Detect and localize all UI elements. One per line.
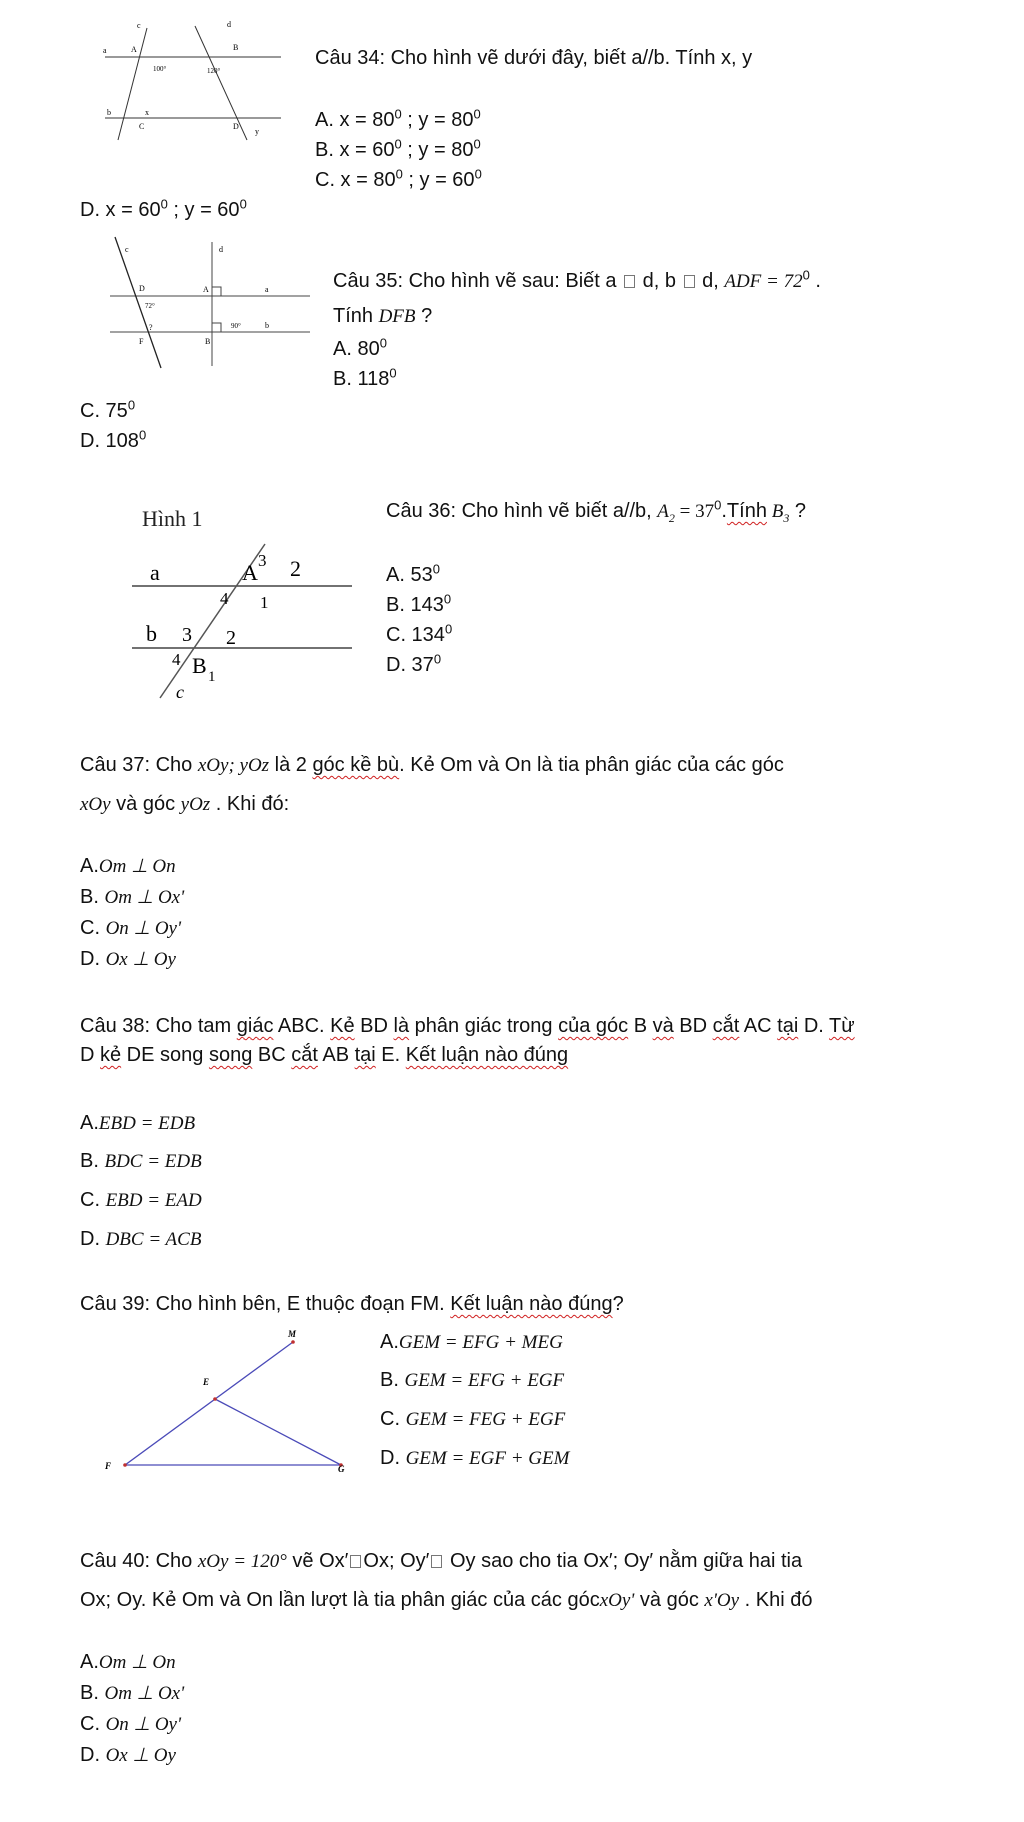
q35-fig-label-b: b xyxy=(265,321,269,330)
q35-figure xyxy=(95,232,315,372)
missing-glyph-icon xyxy=(350,1555,361,1568)
q35-fig-label-c: c xyxy=(125,245,129,254)
q36-question: Câu 36: Cho hình vẽ biết a//b, $A_2$ = $37^0.Tính$ $B_3$ ? xyxy=(386,497,806,525)
q36-option-d[interactable]: D. $37^0$ xyxy=(386,651,442,676)
q34-fig-label-y: y xyxy=(255,127,259,136)
q35-fig-label-q: ? xyxy=(149,323,153,332)
q35-fig-label-D: D xyxy=(139,284,145,293)
q40-question: Câu 40: Cho xOy = 120° vẽ Ox′ Ox; Oy′ Oy sao cho tia Ox′; Oy′ nằm giữa hai tia xyxy=(80,1550,803,1572)
missing-glyph-icon xyxy=(684,275,695,288)
q36-fig-label-1: 1 xyxy=(260,593,269,612)
q35-fig-label-F: F xyxy=(139,337,144,346)
q35-option-c[interactable]: C. $75^0$ xyxy=(80,397,136,422)
q36-fig-title: Hình 1 xyxy=(142,506,203,531)
q34-fig-label-A: A xyxy=(131,45,137,54)
q35-option-d[interactable]: D. $108^0$ xyxy=(80,427,147,452)
missing-glyph-icon xyxy=(624,275,635,288)
q37-option-a[interactable]: A.Om ⊥ On xyxy=(80,855,176,877)
q34-fig-label-D: D xyxy=(233,122,239,131)
q37-option-b[interactable]: B. Om ⊥ Ox' xyxy=(80,886,185,908)
q39-fig-label-F: F xyxy=(105,1461,112,1471)
q35-question: Câu 35: Cho hình vẽ sau: Biết a d, b d, ADF = $72^0$ . xyxy=(333,267,821,292)
q36-fig-label-3: 3 xyxy=(258,551,267,570)
q35-fig-angle-90: 90° xyxy=(231,322,241,330)
q35-option-b[interactable]: B. $118^0$ xyxy=(333,365,397,390)
q37-option-d[interactable]: D. Ox ⊥ Oy xyxy=(80,948,176,970)
q34-fig-label-b: b xyxy=(107,108,111,117)
q34-fig-label-C: C xyxy=(139,122,145,131)
q37-option-c[interactable]: C. On ⊥ Oy' xyxy=(80,917,182,939)
q40-option-b[interactable]: B. Om ⊥ Ox' xyxy=(80,1682,185,1704)
q34-fig-angle-120: 120° xyxy=(207,67,221,75)
q34-fig-angle-100: 100° xyxy=(153,65,167,73)
missing-glyph-icon xyxy=(431,1555,442,1568)
q39-question: Câu 39: Cho hình bên, E thuộc đoạn FM. Kết luận nào đúng? xyxy=(80,1293,624,1315)
q36-fig-label-B: B xyxy=(192,653,207,678)
q38-question: Câu 38: Cho tam giác ABC. Kẻ BD là phân giác trong của góc B và BD cắt AC tại D. Từ xyxy=(80,1015,855,1037)
q40-question-line2: Ox; Oy. Kẻ Om và On lần lượt là tia phân giác của các gócxOy' và góc x'Oy . Khi đó xyxy=(80,1589,813,1611)
q35-fig-label-a: a xyxy=(265,285,269,294)
q35-fig-label-B: B xyxy=(205,337,211,346)
q38-option-d[interactable]: D. DBC = ACB xyxy=(80,1228,202,1250)
q34-option-c[interactable]: C. $x = 80^0$ ; $y = 60^0$ xyxy=(315,166,482,191)
q36-fig-label-b3: 3 xyxy=(182,624,192,646)
q36-fig-label-2: 2 xyxy=(290,556,301,581)
q40-option-c[interactable]: C. On ⊥ Oy' xyxy=(80,1713,182,1735)
q36-fig-label-b: b xyxy=(146,621,157,646)
q34-fig-label-B: B xyxy=(233,43,239,52)
q36-fig-label-b2: 2 xyxy=(226,627,236,649)
q39-figure xyxy=(95,1325,355,1475)
q35-option-a[interactable]: A. $80^0$ xyxy=(333,335,387,360)
q34-question: Câu 34: Cho hình vẽ dưới đây, biết a//b. Tính x, y xyxy=(315,47,753,69)
q40-option-d[interactable]: D. Ox ⊥ Oy xyxy=(80,1744,176,1766)
q36-fig-label-b4: 4 xyxy=(172,650,181,669)
q34-option-b[interactable]: B. $x = 60^0$ ; $y = 80^0$ xyxy=(315,136,481,161)
q36-option-c[interactable]: C. $134^0$ xyxy=(386,621,453,646)
q34-option-d[interactable]: D. $x = 60^0$ ; $y = 60^0$ xyxy=(80,196,247,221)
q36-option-a[interactable]: A. $53^0$ xyxy=(386,561,440,586)
q36-fig-label-b1: 1 xyxy=(208,669,216,685)
q39-option-c[interactable]: C. GEM = FEG + EGF xyxy=(380,1408,566,1430)
q36-fig-label-A: A xyxy=(242,560,258,585)
q39-fig-label-M: M xyxy=(288,1329,297,1339)
q38-option-b[interactable]: B. BDC = EDB xyxy=(80,1150,202,1172)
q34-fig-label-a: a xyxy=(103,46,107,55)
q34-figure xyxy=(85,18,285,143)
q39-fig-label-E: E xyxy=(203,1377,210,1387)
q36-option-b[interactable]: B. $143^0$ xyxy=(386,591,452,616)
q34-option-a[interactable]: A. $x = 80^0$ ; $y = 80^0$ xyxy=(315,106,481,131)
q39-option-d[interactable]: D. GEM = EGF + GEM xyxy=(380,1447,570,1469)
q37-question-line2: xOy và góc yOz . Khi đó: xyxy=(80,793,290,815)
q34-fig-label-c: c xyxy=(137,21,141,30)
q36-figure xyxy=(120,498,360,708)
q35-fig-label-d: d xyxy=(219,245,223,254)
q39-option-b[interactable]: B. GEM = EFG + EGF xyxy=(380,1369,565,1391)
q36-fig-label-4: 4 xyxy=(220,589,229,608)
q34-fig-label-d: d xyxy=(227,20,231,29)
q40-option-a[interactable]: A.Om ⊥ On xyxy=(80,1651,176,1673)
q39-option-a[interactable]: A.GEM = EFG + MEG xyxy=(380,1331,563,1353)
q35-fig-label-A: A xyxy=(203,285,209,294)
q38-option-a[interactable]: A.EBD = EDB xyxy=(80,1112,196,1134)
q39-fig-label-G: G xyxy=(338,1464,345,1474)
q37-question: Câu 37: Cho xOy; yOz là 2 góc kề bù. Kẻ Om và On là tia phân giác của các góc xyxy=(80,754,784,776)
q38-question-line2: D kẻ DE song song BC cắt AB tại E. Kết luận nào đúng xyxy=(80,1044,569,1066)
q36-fig-label-a: a xyxy=(150,560,160,585)
q38-option-c[interactable]: C. EBD = EAD xyxy=(80,1189,202,1211)
q34-fig-label-x: x xyxy=(145,108,149,117)
q35-question-line2: Tính DFB ? xyxy=(333,305,433,327)
q35-fig-angle-72: 72° xyxy=(145,302,155,310)
q36-fig-label-c: c xyxy=(176,682,184,702)
